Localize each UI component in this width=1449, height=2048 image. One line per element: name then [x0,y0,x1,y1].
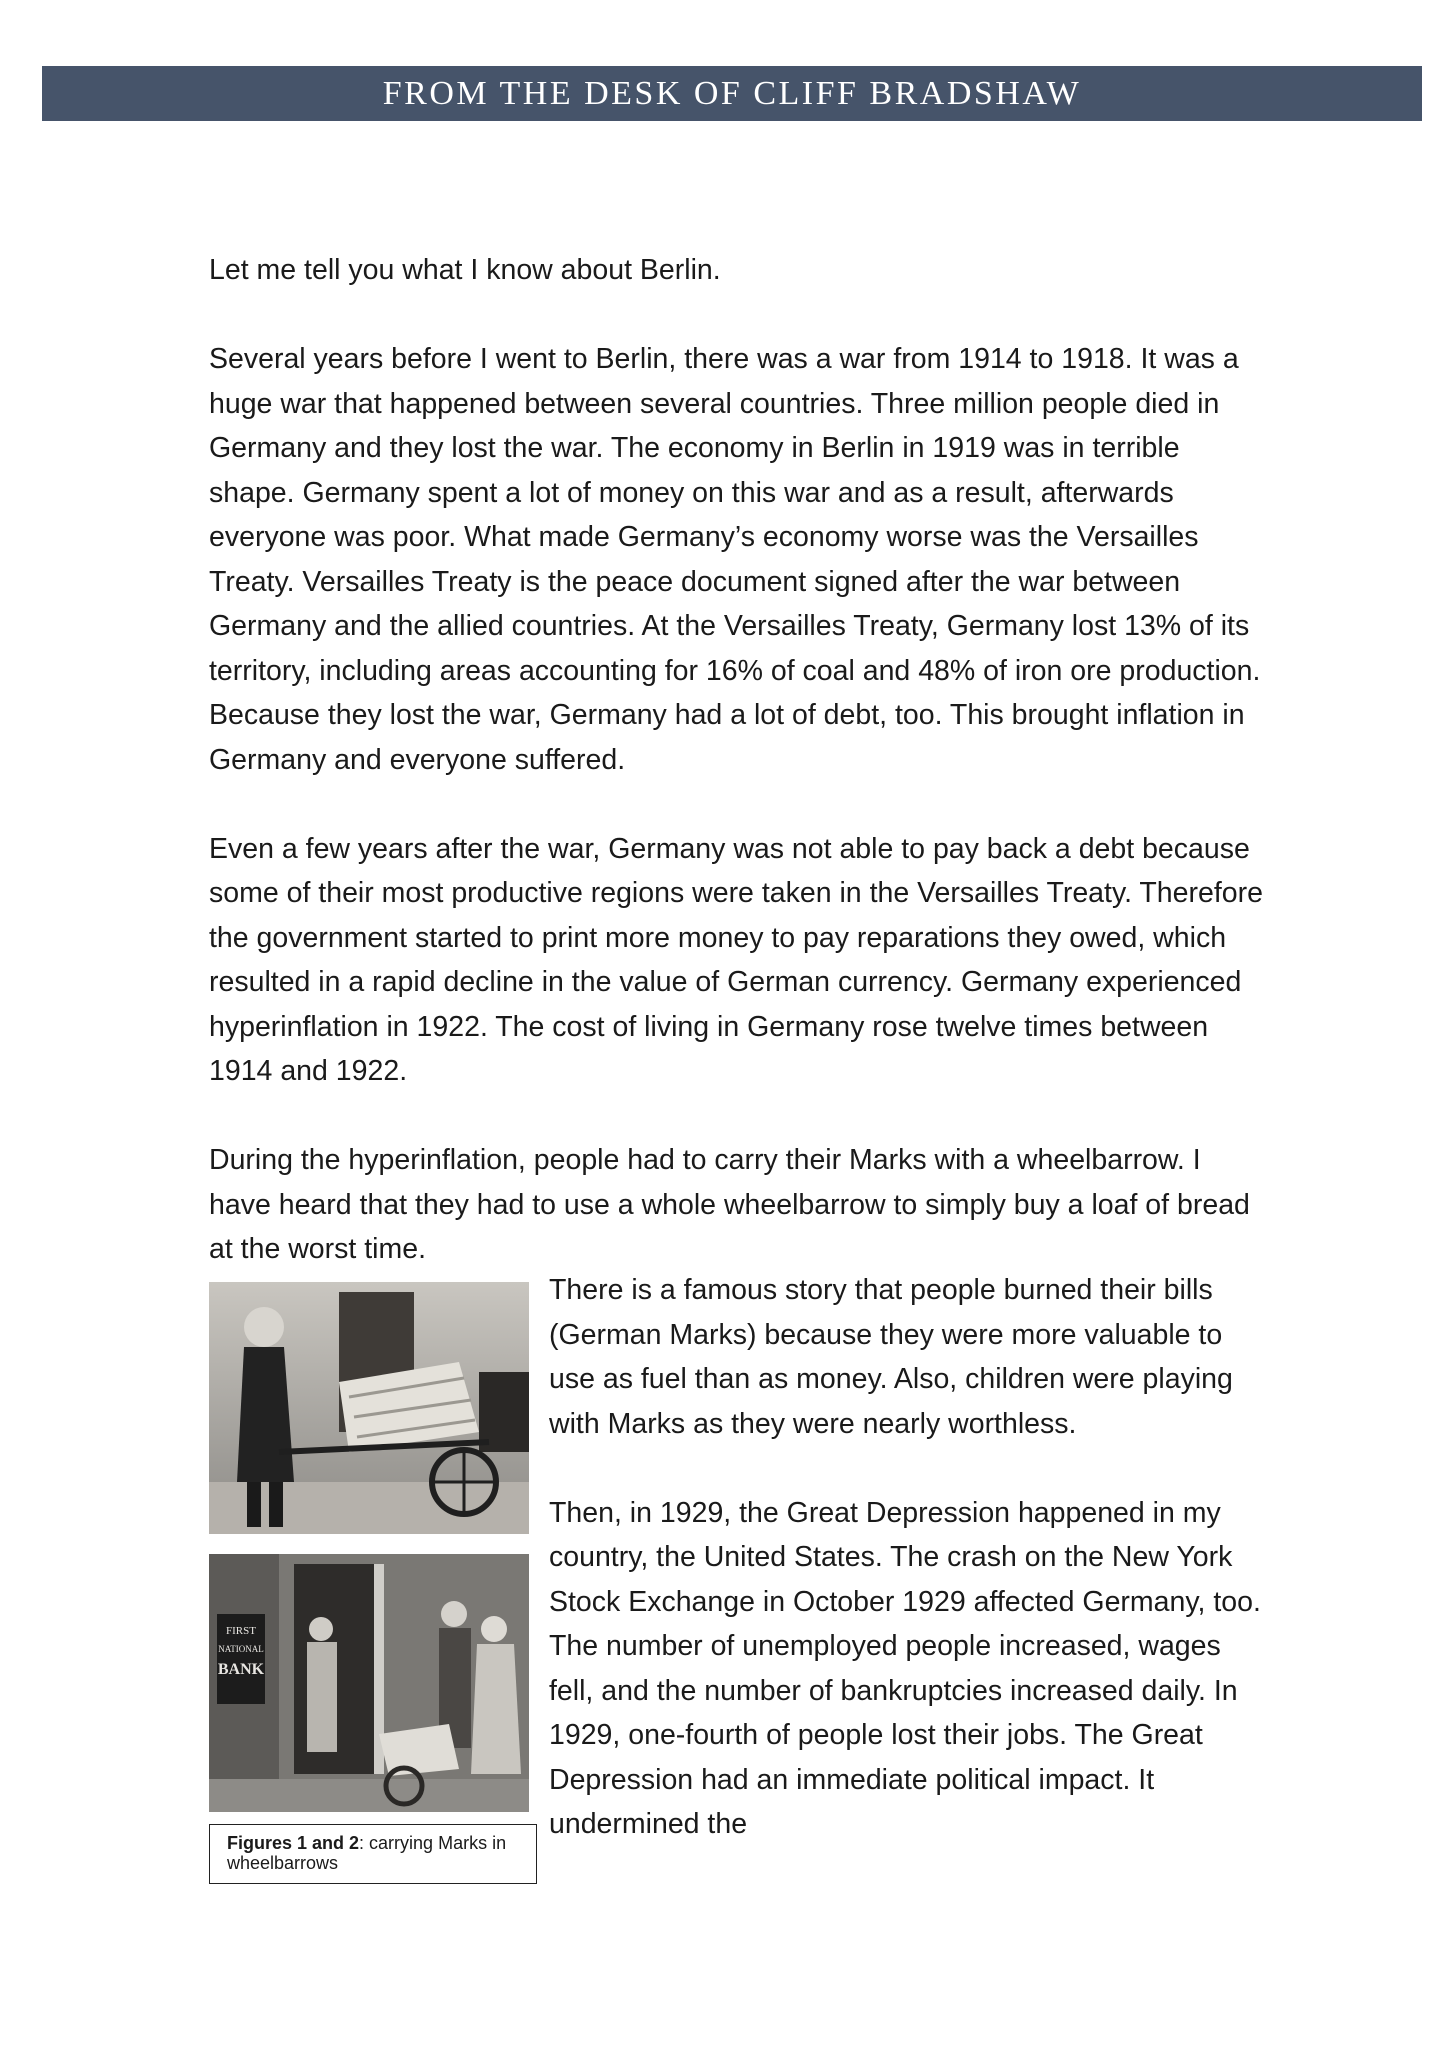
figure-2-photo [209,1554,529,1812]
wheelbarrow-man-photo [209,1282,529,1534]
paragraph-wheelbarrow: During the hyperinflation, people had to carry their Marks with a wheelbarrow. I have heard that they had to use a whole wheelbarrow to simply buy a loaf of bread at the worst time. [209,1144,1250,1265]
svg-text:NATIONAL: NATIONAL [218,1644,264,1654]
paragraph-intro: Let me tell you what I know about Berlin. [209,254,721,286]
figure-column [209,1282,529,1884]
figure-1-photo [209,1282,529,1534]
paragraph-war: Several years before I went to Berlin, there was a war from 1914 to 1918. It was a huge war that happened between several countries. Three million people died in Germany and they lost the war. The economy in Berlin in 1919 was in terrible shape. Germany spent a lot of money on this war and as a result, afterwards everyone was poor. What made Germany’s economy worse was the Versailles Treaty. Versailles Treaty is the peace document signed after the war between Germany and the allied countries. At the Versailles Treaty, Germany lost 13% of its territory, including areas accounting for 16% of coal and 48% of iron ore production. Because they lost the war, Germany had a lot of debt, too. This brought inflation in Germany and everyone suffered. [209,343,1261,776]
caption-label: Figures 1 and 2 [227,1833,360,1853]
svg-text:FIRST: FIRST [226,1625,256,1637]
svg-text:BANK: BANK [217,1661,265,1678]
side-text [549,1268,1269,1891]
paragraph-burned-bills: There is a famous story that people burned their bills (German Marks) because they were more valuable to use as fuel than as money. Also, children were playing with Marks as they were nearly worthless. [549,1274,1233,1440]
caption-text: : carrying Marks in wheelbarrows [227,1833,507,1873]
paragraph-great-depression: Then, in 1929, the Great Depression happened in my country, the United States. The crash on the New York Stock Exchange in October 1929 affected Germany, too. The number of unemployed people increased, wages fell, and the number of bankruptcies increased daily. In 1929, one-fourth of people lost their jobs. The Great Depression had an immediate political impact. It undermined the [549,1496,1261,1840]
body-text [209,248,1269,1272]
bank-doorway-photo [209,1554,529,1812]
paragraph-debt: Even a few years after the war, Germany was not able to pay back a debt because some of their most productive regions were taken in the Versailles Treaty. Therefore the government started to print more money to pay reparations they owed, which resulted in a rapid decline in the value of German currency. Germany experienced hyperinflation in 1922. The cost of living in Germany rose twelve times between 1914 and 1922. [209,832,1263,1087]
letterhead-title: FROM THE DESK OF CLIFF BRADSHAW [382,74,1082,112]
letterhead-banner [42,66,1422,121]
figure-caption [209,1824,537,1884]
